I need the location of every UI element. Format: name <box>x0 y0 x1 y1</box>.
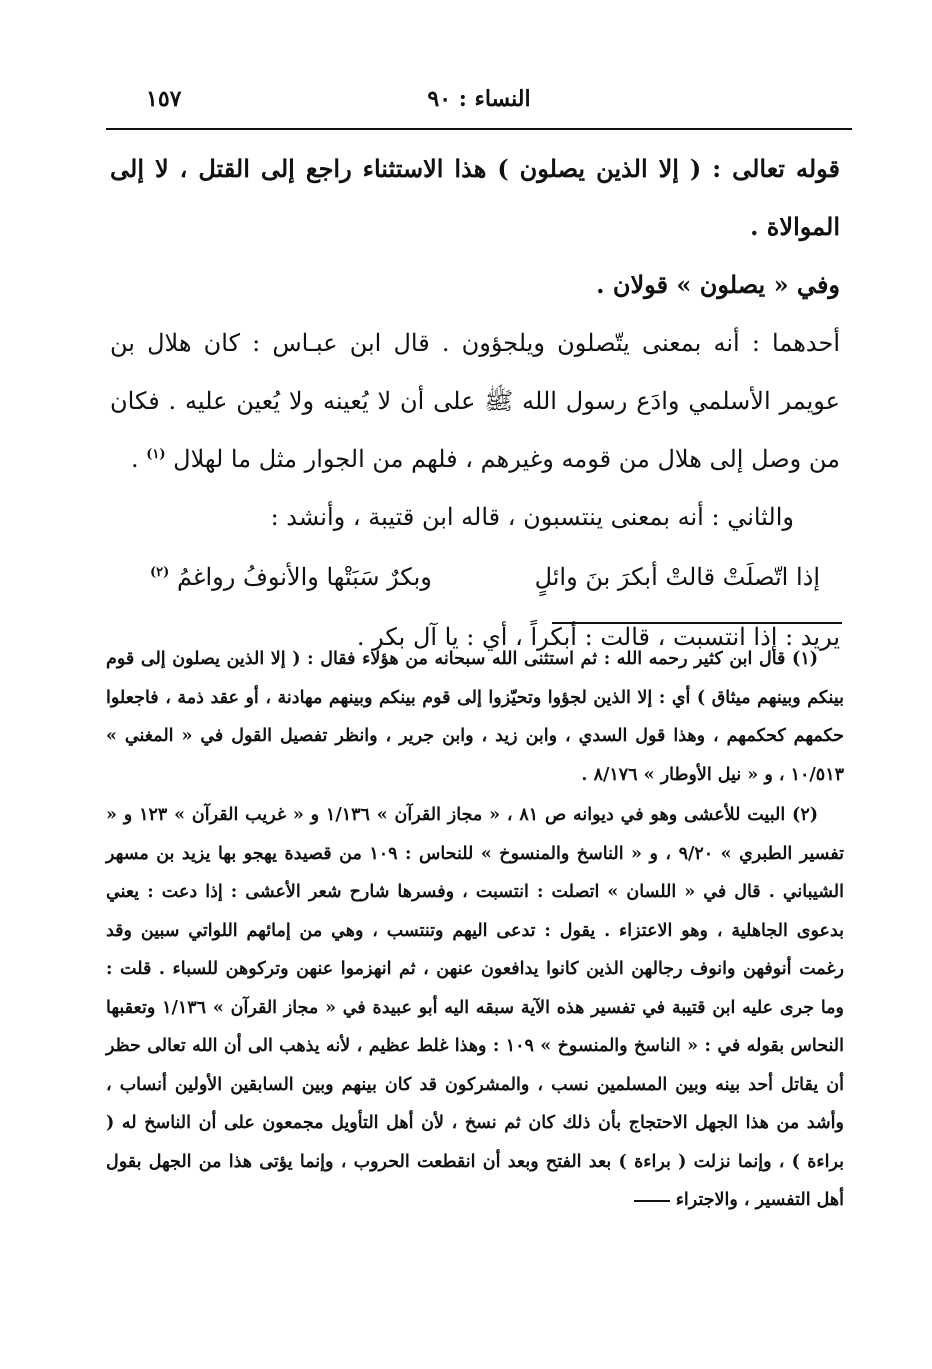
running-header <box>106 86 852 122</box>
continuation-dash <box>634 1200 670 1202</box>
footnote-ref-2[interactable]: (٢) <box>150 565 170 580</box>
main-paragraph-1-text: أحدهما : أنه بمعنى يتّصلون ويلجؤون . قال ابن عبـاس : كان هلال بن عويمر الأسلمي وادَع رسول الله ﷺ على أن لا يُعينه ولا يُعين عليه . فكان من وصل إلى هلال من قومه وغيرهم ، فلهم من الجوار مثل ما لهلال <box>110 329 840 473</box>
main-line-2: وفي « يصلون » قولان . <box>596 270 840 299</box>
main-last-line: يريد : إذا انتسبت ، قالت : أبكراً ، أي : يا آل بكر . <box>356 623 840 651</box>
footnotes <box>106 640 844 1220</box>
footnote-ref-1[interactable]: (١) <box>146 447 166 462</box>
poem-second-hemistich-wrap <box>150 546 432 608</box>
main-line-1: قوله تعالى : ( إلا الذين يصلون ) هذا الاستثناء راجع إلى القتل ، لا إلى الموالاة . <box>110 154 841 241</box>
footnote-1: (١) قال ابن كثير رحمه الله : ثم استثنى الله سبحانه من هؤلاء فقال : ( إلا الذين يصلون إلى قوم بينكم وبينهم ميثاق ) أي : إلا الذين لجؤوا وتحيّزوا إلى قوم بينكم وبينهم مهادنة ، أو عقد ذمة ، فاجعلوا حكمهم كحكمهم ، وهذا قول السدي ، وابن زيد ، وابن جرير ، وانظر تفصيل القول في « المغني » ١٠/٥١٣ ، و « نيل الأوطار » ٨/١٧٦ . <box>106 649 844 785</box>
footnote-separator <box>552 622 842 624</box>
header-rule <box>106 128 852 130</box>
page-number: ١٥٧ <box>146 86 182 112</box>
poem-verse <box>110 546 840 608</box>
main-paragraph-2: والثاني : أنه بمعنى ينتسبون ، قاله ابن قتيبة ، وأنشد : <box>270 503 794 531</box>
main-paragraph-1 <box>110 314 840 488</box>
footnote-2-text: (٢) البيت للأعشى وهو في ديوانه ص ٨١ ، « مجاز القرآن » ١/١٣٦ و « غريب القرآن » ١٢٣ و « تفسير الطبري » ٩/٢٠ ، و « الناسخ والمنسوخ » للنحاس : ١٠٩ من قصيدة يهجو بها يزيد بن مسهر الشيباني . قال في « اللسان » اتصلت : انتسبت ، وفسرها شارح شعر الأعشى : إذا دعت : يعني بدعوى الجاهلية ، وهو الاعتزاء . يقول : تدعى اليهم وتنتسب ، وهي من إمائهم اللواتي سبين وقد رغمت أنوفهن وانوف رجالهن الذين كانوا يدافعون عنهن ، ثم انهزموا عنهن وتركوهن للسباء . قلت : وما جرى عليه ابن قتيبة في تفسير هذه الآية سبقه اليه أبو عبيدة في « مجاز القرآن » ١/١٣٦ وتعقبها النحاس بقوله في : « الناسخ والمنسوخ » ١٠٩ : وهذا غلط عظيم ، لأنه يذهب الى أن الله تعالى حظر أن يقاتل أحد بينه وبين المسلمين نسب ، والمشركون قد كان بينهم وبين السابقين الأولين أنساب ، وأشد من هذا الجهل الاحتجاج بأن ذلك كان ثم نسخ ، لأن أهل التأويل مجمعون على أن الناسخ له ( براءة ) ، وإنما نزلت ( براءة ) بعد الفتح وبعد أن انقطعت الحروب ، وإنما يؤتى هذا من الجهل بقول أهل التفسير ، والاجتراء <box>106 805 845 1210</box>
footnote-2 <box>106 796 844 1220</box>
main-text <box>110 140 840 666</box>
poem-second-hemistich: وبكرٌ سَبَتْها والأنوفُ رواغمُ <box>176 563 432 591</box>
poem-first-hemistich: إذا اتّصلَتْ قالتْ أبكرَ بنَ وائلٍ <box>534 563 820 591</box>
header-title: النساء : ٩٠ <box>427 86 531 112</box>
main-paragraph-1-end: . <box>130 445 139 473</box>
